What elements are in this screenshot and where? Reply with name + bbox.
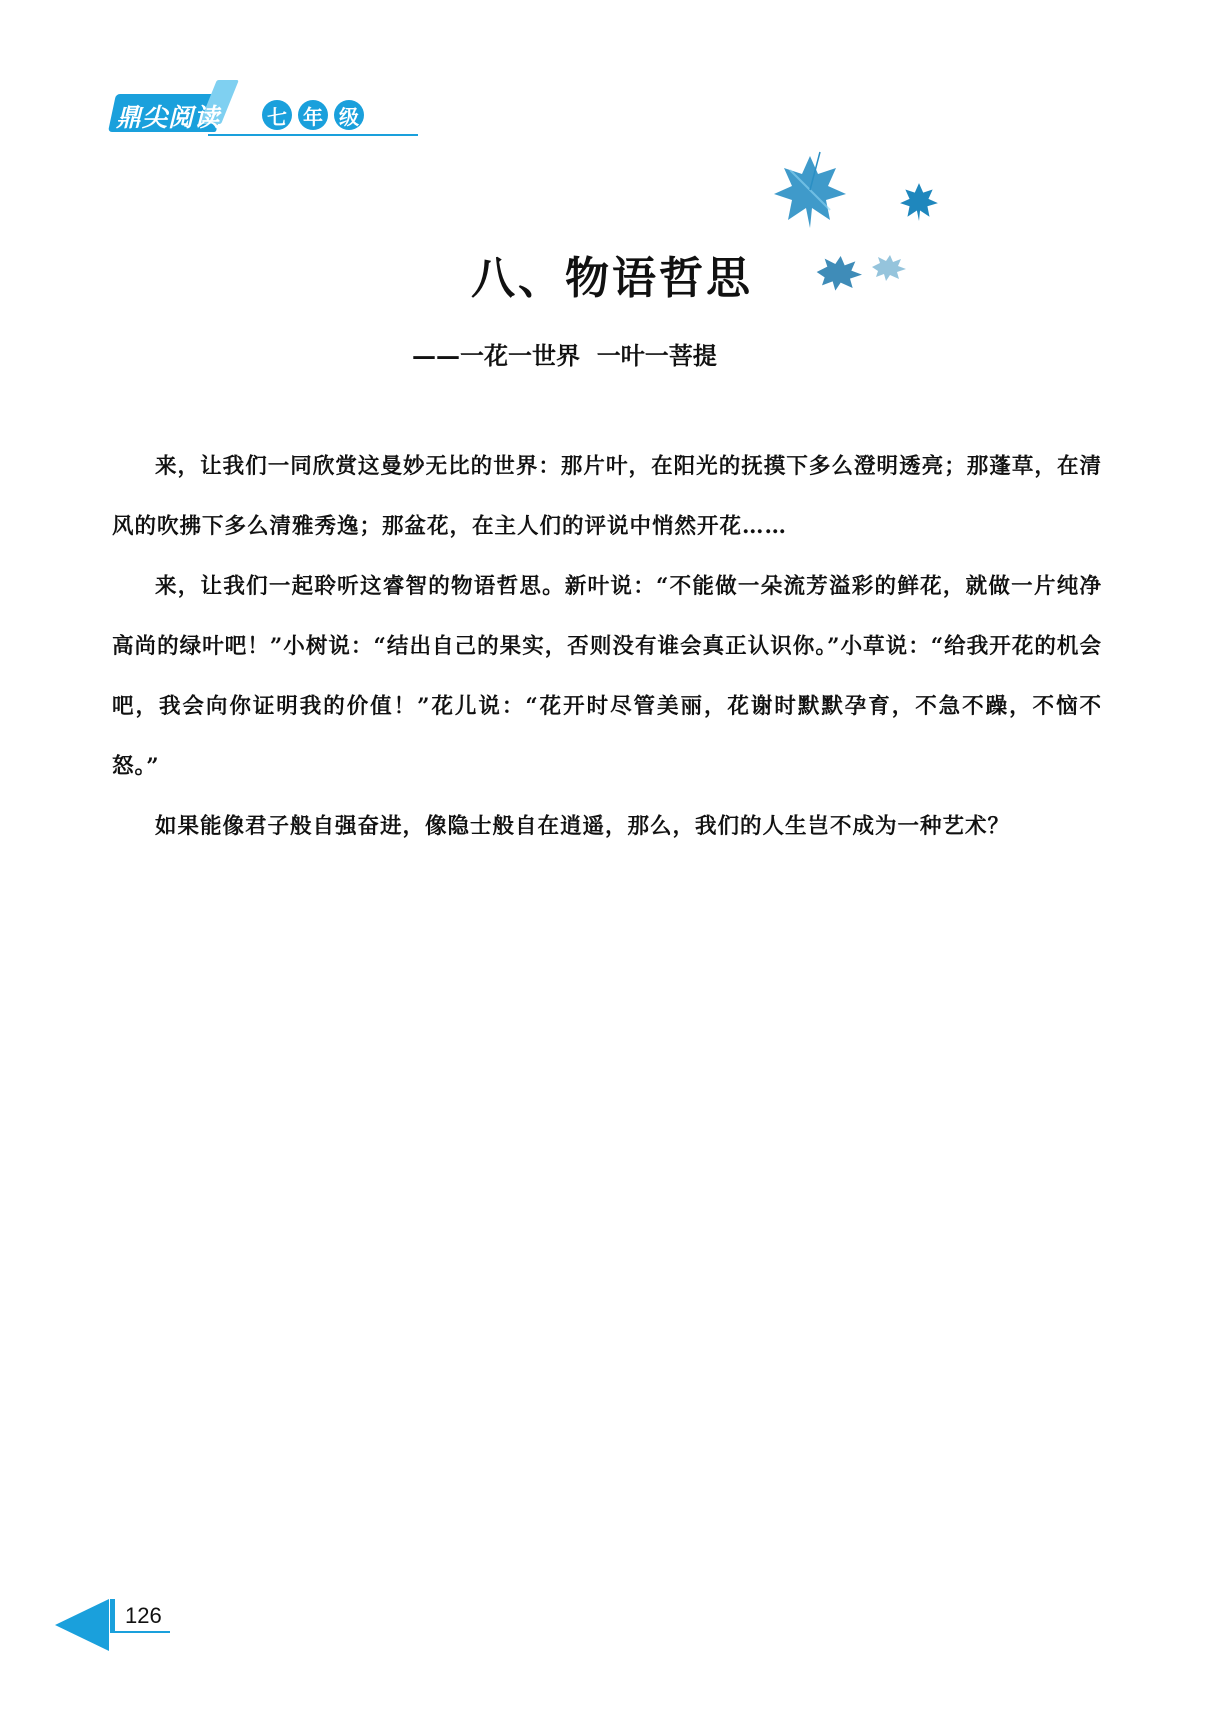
series-header	[112, 80, 417, 138]
paragraph: 来，让我们一同欣赏这曼妙无比的世界：那片叶，在阳光的抚摸下多么澄明透亮；那蓬草，在清风的吹拂下多么清雅秀逸；那盆花，在主人们的评说中悄然开花……	[112, 454, 1102, 539]
grade-label	[262, 100, 364, 130]
chapter-subtitle: ——一花一世界 一叶一菩提	[412, 341, 717, 370]
page-bar	[110, 1599, 115, 1631]
grade-char-1: 七	[262, 100, 292, 130]
header-rule	[208, 134, 418, 136]
paragraph: 来，让我们一起聆听这睿智的物语哲思。新叶说：“不能做一朵流芳溢彩的鲜花，就做一片纯净高尚的绿叶吧！”小树说：“结出自己的果实，否则没有谁会真正认识你。”小草说：“给我开花的机会吧，我会向你证明我的价值！”花儿说：“花开时尽管美丽，花谢时默默孕育，不急不躁，不恼不怒。”	[112, 574, 1102, 779]
grade-char-2: 年	[298, 100, 328, 130]
article-body	[112, 437, 1102, 857]
page-underline	[110, 1631, 170, 1633]
grade-char-3: 级	[334, 100, 364, 130]
chapter-title: 八、物语哲思	[471, 253, 753, 304]
maple-leaf-icon	[898, 180, 940, 222]
paragraph: 如果能像君子般自强奋进，像隐士般自在逍遥，那么，我们的人生岂不成为一种艺术？	[155, 814, 1011, 839]
page-footer	[55, 1595, 175, 1655]
maple-leaf-icon	[770, 150, 850, 230]
page-number: 126	[125, 1603, 162, 1628]
series-title: 鼎尖阅读	[116, 103, 221, 132]
page-arrow-icon	[55, 1599, 109, 1651]
